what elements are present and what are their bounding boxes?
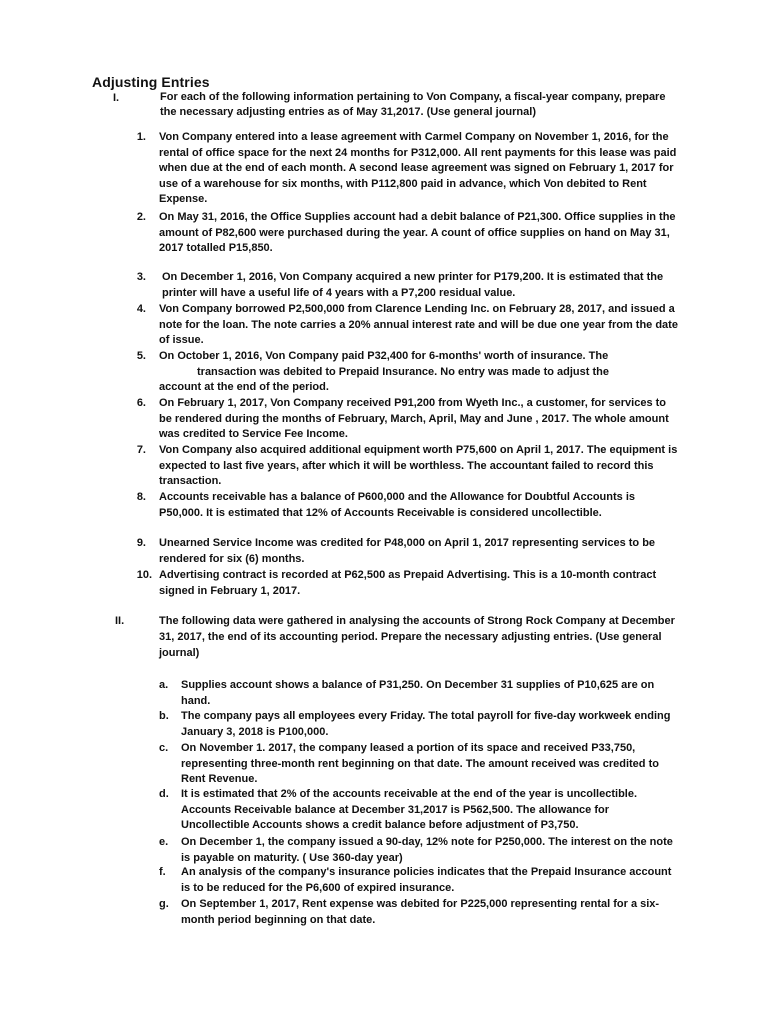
section-1-number: I.	[113, 92, 120, 104]
item-4-text: Von Company borrowed P2,500,000 from Clarence Lending Inc. on February 28, 2017, and issued a note for the loan. The note carries a 20% annual interest rate and will be due one year from the date of issue.	[159, 303, 678, 346]
item-e-letter: e.	[159, 836, 169, 848]
item-g-letter: g.	[159, 898, 169, 910]
item-c-letter: c.	[159, 742, 169, 754]
item-d-text: It is estimated that 2% of the accounts receivable at the end of the year is uncollectible. Accounts Receivable balance at December 31,2017 is P562,500. The allowance for Uncollectible Accounts shows a credit balance before adjustment of P3,750.	[181, 788, 638, 831]
item-2-text: On May 31, 2016, the Office Supplies account had a debit balance of P21,300. Office supplies in the amount of P82,600 were purchased during the year. A count of office supplies on hand on May 31, 2017 totalled P15,850.	[159, 211, 676, 254]
item-3-text: On December 1, 2016, Von Company acquired a new printer for P179,200. It is estimated that the printer will have a useful life of 4 years with a P7,200 residual value.	[162, 271, 664, 299]
item-9-number: 9.	[136, 537, 146, 549]
section-2-number: II.	[115, 615, 125, 627]
item-4-number: 4.	[136, 303, 146, 315]
item-f-text: An analysis of the company's insurance policies indicates that the Prepaid Insurance account is to be reduced for the P6,600 of expired insurance.	[181, 866, 672, 894]
item-3-number: 3.	[136, 271, 146, 283]
item-1-text: Von Company entered into a lease agreement with Carmel Company on November 1, 2016, for the rental of office space for the next 24 months for P312,000. All rent payments for this lease was paid when due at the end of each month. A second lease agreement was signed on February 1, 2017 for use of a warehouse for six months, with P112,800 paid in advance, which Von debited to Rent Expense.	[159, 131, 677, 205]
item-b-text: The company pays all employees every Friday. The total payroll for five-day workweek ending January 3, 2018 is P100,000.	[181, 710, 671, 738]
item-b-letter: b.	[159, 710, 169, 722]
item-8-text: Accounts receivable has a balance of P600,000 and the Allowance for Doubtful Accounts is P50,000. It is estimated that 12% of Accounts Receivable is considered uncollectible.	[159, 491, 635, 519]
item-f-letter: f.	[159, 866, 166, 878]
section-2-instructions: The following data were gathered in analysing the accounts of Strong Rock Company at December 31, 2017, the end of its accounting period. Prepare the necessary adjusting entries. (Use general journal)	[159, 615, 675, 659]
item-5-text	[159, 349, 679, 396]
item-1-number: 1.	[136, 131, 146, 143]
item-10-number: 10.	[136, 569, 152, 581]
item-7-text: Von Company also acquired additional equipment worth P75,600 on April 1, 2017. The equipment is expected to last five years, after which it will be worthless. The accountant failed to record this transaction.	[159, 444, 678, 487]
section-1-instructions: For each of the following information pertaining to Von Company, a fiscal-year company, prepare the necessary adjusting entries as of May 31,2017. (Use general journal)	[160, 91, 666, 118]
item-7-number: 7.	[136, 444, 146, 456]
item-5-number: 5.	[136, 350, 146, 362]
item-6-number: 6.	[136, 397, 146, 409]
item-5-line-3: account at the end of the period.	[159, 381, 329, 393]
item-10-text: Advertising contract is recorded at P62,500 as Prepaid Advertising. This is a 10-month contract signed in February 1, 2017.	[159, 569, 657, 597]
item-e-text: On December 1, the company issued a 90-day, 12% note for P250,000. The interest on the note is payable on maturity. ( Use 360-day year)	[181, 836, 673, 864]
item-2-number: 2.	[136, 211, 146, 223]
item-a-text: Supplies account shows a balance of P31,250. On December 31 supplies of P10,625 are on hand.	[181, 679, 655, 707]
document-title: Adjusting Entries	[92, 74, 210, 90]
item-g-text: On September 1, 2017, Rent expense was debited for P225,000 representing rental for a six-month period beginning on that date.	[181, 898, 660, 926]
item-5-line-1: On October 1, 2016, Von Company paid P32,400 for 6-months' worth of insurance. The	[159, 350, 609, 362]
item-6-text: On February 1, 2017, Von Company received P91,200 from Wyeth Inc., a customer, for services to be rendered during the months of February, March, April, May and June , 2017. The whole amount was credited to Service Fee Income.	[159, 397, 669, 440]
item-5-line-2: transaction was debited to Prepaid Insurance. No entry was made to adjust the	[197, 365, 609, 378]
item-d-letter: d.	[159, 788, 169, 800]
item-c-text: On November 1. 2017, the company leased a portion of its space and received P33,750, representing three-month rent beginning on that date. The amount received was credited to Rent Revenue.	[181, 742, 659, 785]
item-9-text: Unearned Service Income was credited for P48,000 on April 1, 2017 representing services to be rendered for six (6) months.	[159, 537, 656, 565]
item-a-letter: a.	[159, 679, 169, 691]
item-8-number: 8.	[136, 491, 146, 503]
